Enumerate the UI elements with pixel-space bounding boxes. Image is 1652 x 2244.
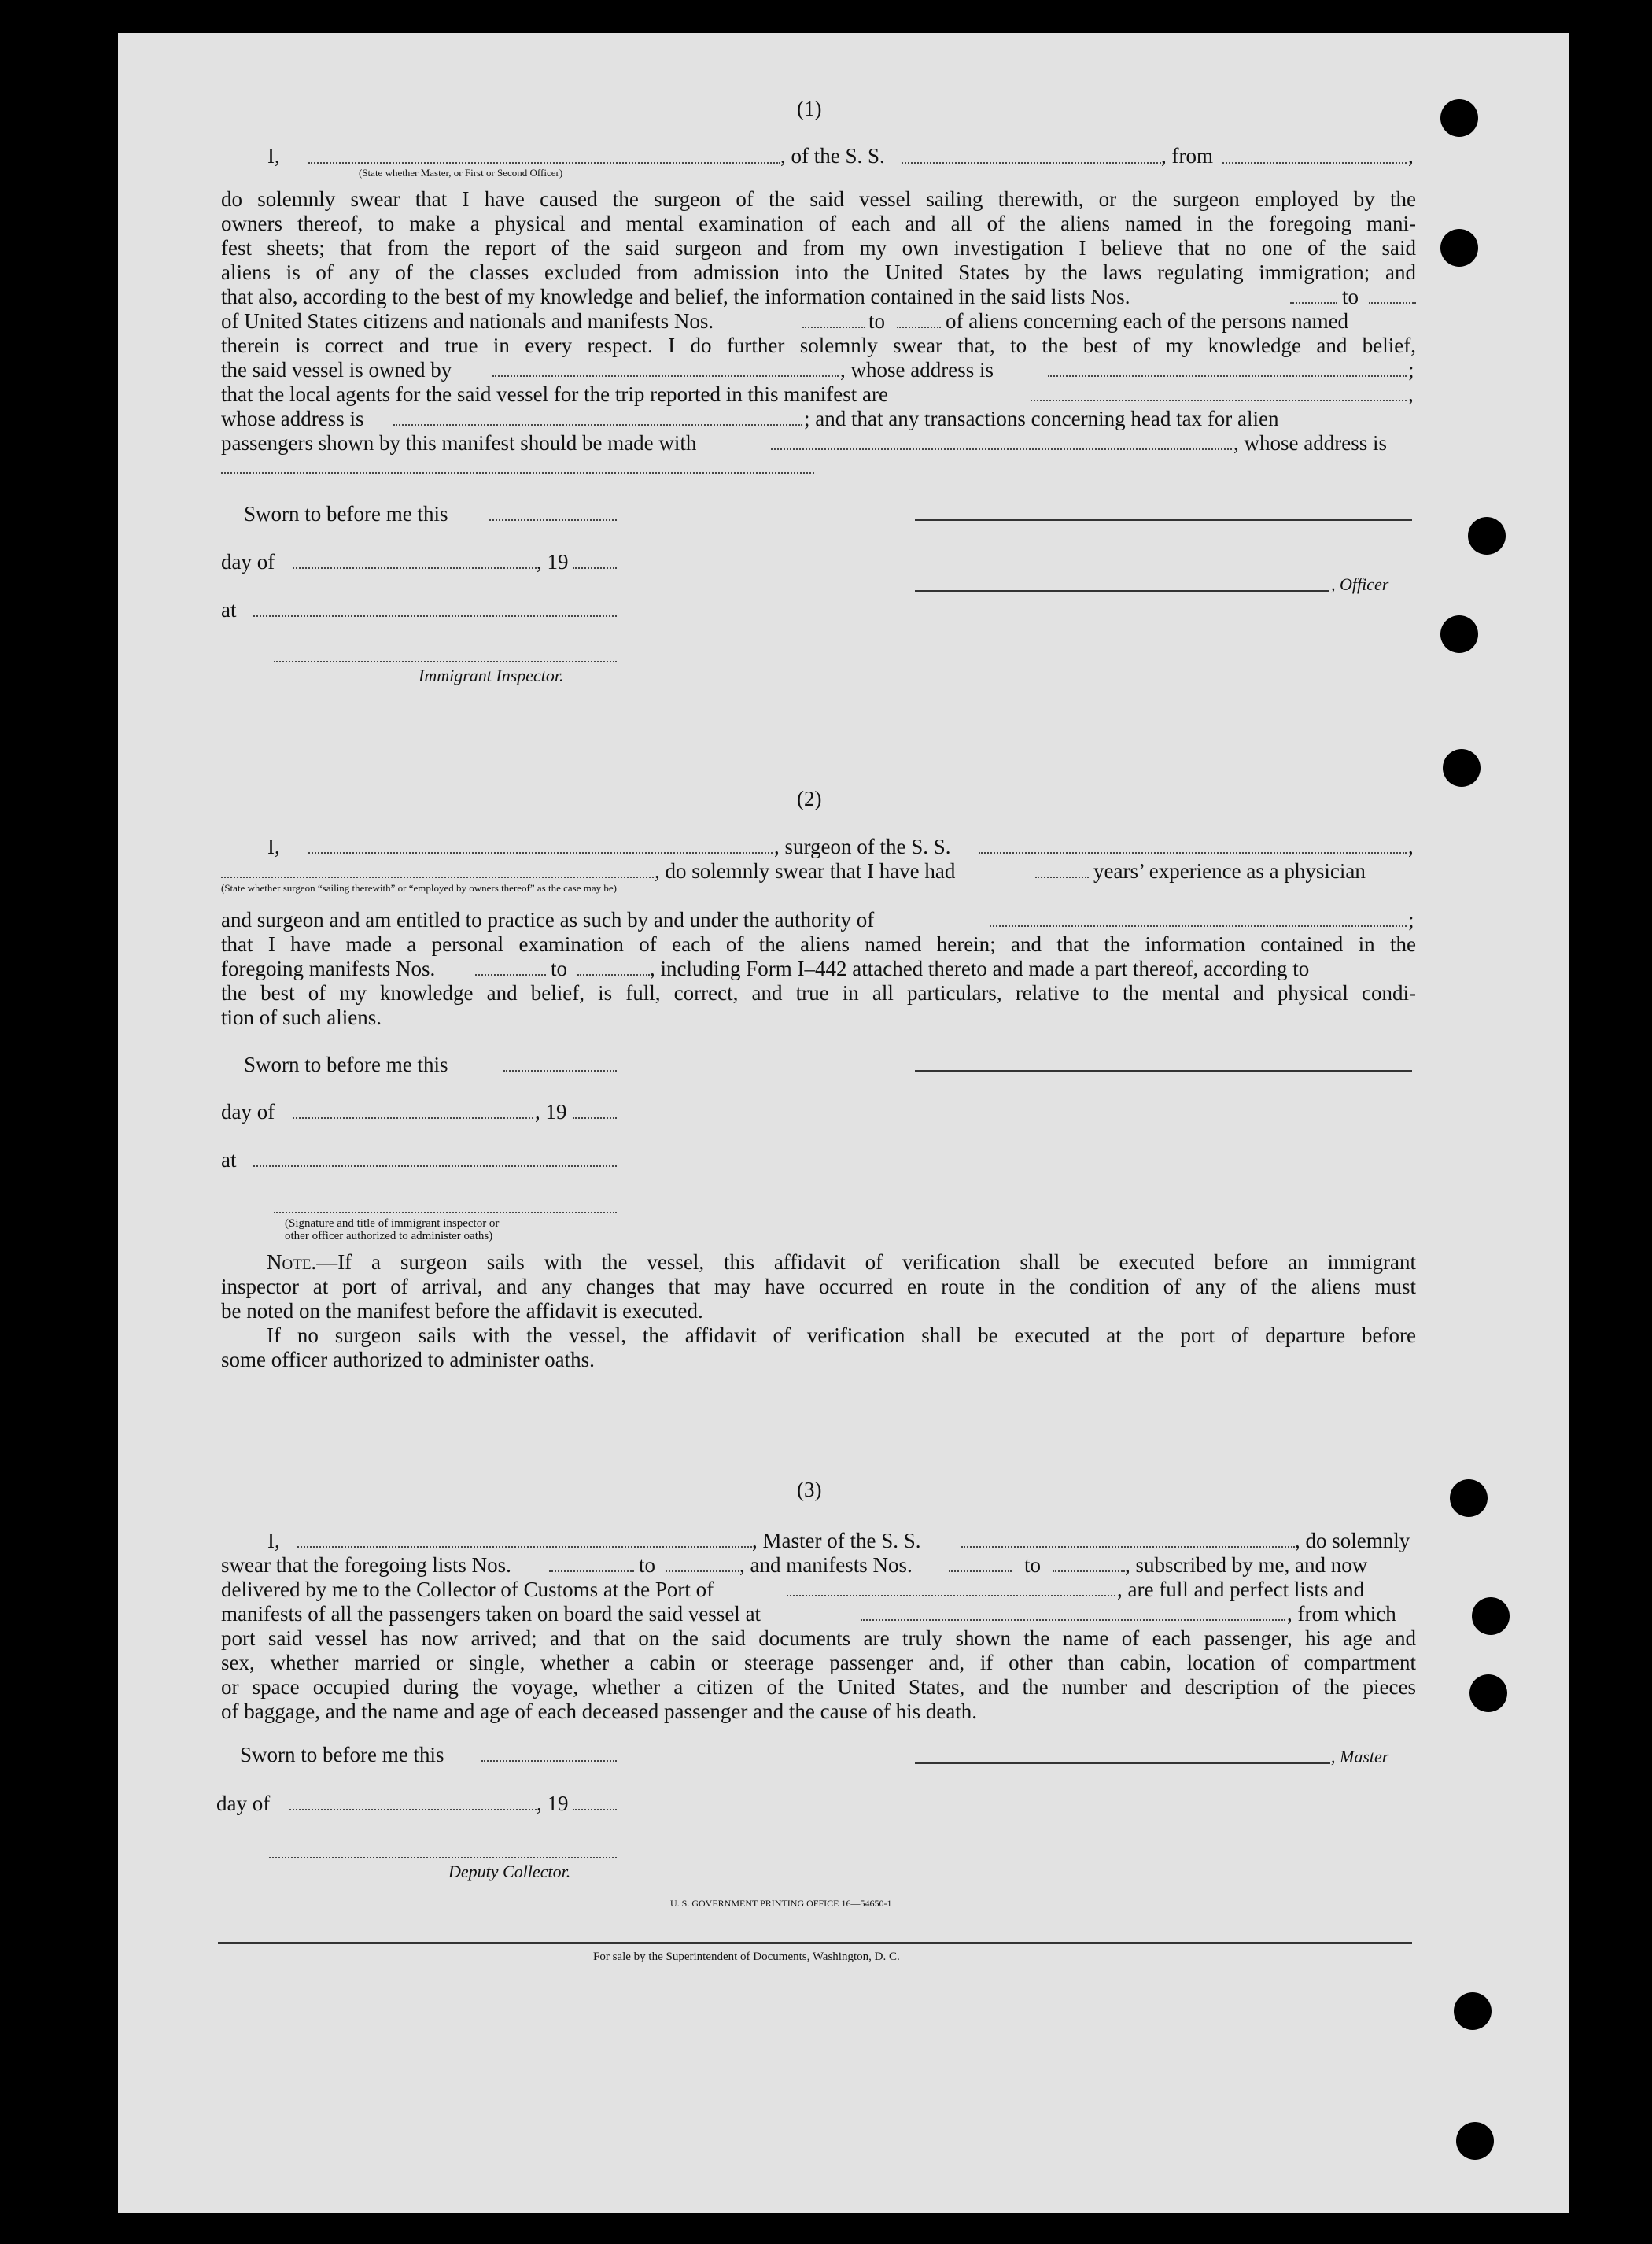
manifests-to-field[interactable] (1053, 1570, 1125, 1572)
local-agents-field[interactable] (1031, 400, 1407, 401)
signature-caption: (Signature and title of immigrant inspector or (285, 1217, 500, 1230)
signature-caption: other officer authorized to administer oaths) (285, 1230, 493, 1242)
text-line: the said vessel is owned by (221, 358, 452, 382)
owner-address-field[interactable] (1048, 375, 1407, 377)
footer-rule (218, 1942, 1412, 1944)
text-line: sex, whether married or single, whether a cabin or steerage passenger and, if other than cabin, location of compartment (221, 1651, 1416, 1674)
manifests-to-field[interactable] (897, 327, 941, 328)
year-label: , 19 (537, 1792, 569, 1815)
surgeon-signature-line[interactable] (915, 1070, 1412, 1072)
to-label: to (551, 957, 568, 980)
note-line: inspector at port of arrival, and any changes that may have occurred en route in the condition of any of the aliens must (221, 1275, 1416, 1298)
text-line: tion of such aliens. (221, 1006, 382, 1029)
text-line: whose address is (221, 407, 364, 430)
text-line: owners thereof, to make a physical and mental examination of each and all of the aliens named in the foregoing mani- (221, 212, 1416, 235)
text-line: , do solemnly swear that I have had (655, 859, 956, 883)
surgeon-caption: (State whether surgeon “sailing therewith” or “employed by owners thereof” as the case may be) (221, 882, 617, 894)
note-line: If no surgeon sails with the vessel, the affidavit of verification shall be executed at the port of departure before (267, 1323, 1416, 1347)
section-1-body-2 (221, 334, 1416, 358)
text-line: or space occupied during the voyage, whether a citizen of the United States, and the number and description of the pieces (221, 1675, 1416, 1699)
binder-hole (1440, 615, 1478, 653)
text-line: the best of my knowledge and belief, is full, correct, and true in all particulars, relative to the mental and physical condi- (221, 981, 1416, 1005)
declarant-name-field[interactable] (308, 162, 780, 164)
inspector-label: Immigrant Inspector. (419, 666, 564, 685)
text-line: , subscribed by me, and now (1125, 1553, 1368, 1577)
note-line: be noted on the manifest before the affidavit is executed. (221, 1299, 703, 1323)
section-3-body (221, 1626, 1416, 1724)
text-line: of United States citizens and nationals and manifests Nos. (221, 309, 714, 333)
year-field[interactable] (573, 1117, 617, 1119)
binder-hole (1440, 99, 1478, 137)
manifests-to-field[interactable] (577, 974, 650, 976)
from-port-field[interactable] (1222, 162, 1407, 164)
master-vessel-field[interactable] (961, 1546, 1295, 1548)
officer-signature-line[interactable] (915, 519, 1412, 521)
deputy-label: Deputy Collector. (448, 1862, 571, 1881)
month-field[interactable] (293, 1117, 533, 1119)
to-label: to (1024, 1553, 1042, 1577)
surgeon-name-field[interactable] (308, 852, 773, 854)
text-line: of aliens concerning each of the persons named (946, 309, 1349, 333)
sworn-label: Sworn to before me this (244, 1053, 448, 1076)
sworn-day-field[interactable] (481, 1760, 617, 1762)
semicolon: ; (1408, 908, 1414, 932)
lists-to-field[interactable] (666, 1570, 739, 1572)
at-place-field[interactable] (253, 615, 617, 617)
text-line: , from which (1287, 1602, 1396, 1626)
binder-hole (1440, 229, 1478, 267)
port-field[interactable] (787, 1595, 1115, 1596)
master-signature-line[interactable] (915, 1762, 1330, 1764)
text-line: port said vessel has now arrived; and that on the said documents are truly shown the name of each passenger, his age and (221, 1626, 1416, 1650)
binder-hole (1469, 1674, 1507, 1712)
text-line: foregoing manifests Nos. (221, 957, 436, 980)
sworn-day-field[interactable] (503, 1070, 617, 1072)
of-ss-label: , of the S. S. (780, 144, 885, 168)
year-field[interactable] (573, 567, 617, 569)
text-line: therein is correct and true in every respect. I do further solemnly swear that, to the best of my knowledge and belief, (221, 334, 1416, 357)
head-tax-contact-field[interactable] (771, 448, 1232, 450)
text-line: that also, according to the best of my knowledge and belief, the information contained in the said lists Nos. (221, 285, 1130, 308)
text-line: , do solemnly (1295, 1529, 1410, 1552)
lists-from-field[interactable] (549, 1570, 634, 1572)
text-line: , whose address is (1233, 431, 1387, 455)
text-line: , and manifests Nos. (739, 1553, 913, 1577)
manifests-from-field[interactable] (802, 327, 865, 328)
text-line: , are full and perfect lists and (1117, 1578, 1365, 1601)
boarding-port-field[interactable] (861, 1619, 1285, 1621)
semicolon: ; (1408, 358, 1414, 382)
text-line: swear that the foregoing lists Nos. (221, 1553, 511, 1577)
text-line: aliens is of any of the classes excluded from admission into the United States by the laws regulating immigration; and (221, 260, 1416, 284)
text-line: manifests of all the passengers taken on board the said vessel at (221, 1602, 761, 1626)
text-line: fest sheets; that from the report of the said surgeon and from my own investigation I believe that no one of the said (221, 236, 1416, 260)
declarant-label: I, (267, 144, 280, 168)
printing-office-imprint: U. S. GOVERNMENT PRINTING OFFICE 16—54650-1 (670, 1898, 892, 1909)
note-paragraph (221, 1250, 1416, 1372)
month-field[interactable] (293, 567, 537, 569)
year-field[interactable] (573, 1809, 617, 1810)
binder-hole (1456, 2122, 1494, 2160)
day-of-label: day of (221, 1100, 275, 1124)
text-line: years’ experience as a physician (1093, 859, 1366, 883)
note-line: some officer authorized to administer oaths. (221, 1348, 595, 1371)
vessel-name-field[interactable] (902, 162, 1161, 164)
declarant-caption: (State whether Master, or First or Second Officer) (359, 167, 563, 179)
manifests-from-field[interactable] (949, 1570, 1012, 1572)
officer-label: , Officer (1331, 574, 1389, 594)
day-of-label: day of (216, 1792, 271, 1815)
master-name-field[interactable] (297, 1546, 752, 1548)
text-line: delivered by me to the Collector of Customs at the Port of (221, 1578, 714, 1601)
note-text: —If a surgeon sails with the vessel, this affidavit of verification shall be executed before an immigrant (316, 1250, 1416, 1274)
agents-address-field[interactable] (393, 424, 802, 426)
lists-to-field[interactable] (1369, 302, 1416, 304)
month-field[interactable] (289, 1809, 537, 1810)
from-label: , from (1161, 144, 1213, 168)
comma: , (1408, 382, 1414, 406)
year-label: , 19 (535, 1100, 567, 1124)
text-line: , surgeon of the S. S. (774, 835, 951, 858)
comma: , (1408, 835, 1414, 858)
sworn-day-field[interactable] (489, 519, 617, 521)
text-line: , including Form I–442 attached thereto and made a part thereof, according to (650, 957, 1310, 980)
text-line: that I have made a personal examination of each of the aliens named herein; and that the information contained in the (221, 932, 1416, 956)
head-tax-address-field[interactable] (221, 472, 814, 474)
section-2-number: (2) (797, 787, 822, 810)
text-line: ; and that any transactions concerning head tax for alien (804, 407, 1279, 430)
surgeon-vessel-field[interactable] (979, 852, 1407, 854)
authority-field[interactable] (990, 925, 1407, 927)
note-line (221, 1250, 1416, 1275)
text-line: do solemnly swear that I have caused the surgeon of the said vessel sailing therewith, or the surgeon employed by the (221, 187, 1416, 211)
note-label: Note. (267, 1250, 317, 1274)
at-label: at (221, 598, 237, 622)
lists-from-field[interactable] (1290, 302, 1337, 304)
comma: , (1408, 144, 1414, 168)
binder-hole (1450, 1479, 1488, 1517)
text-line: , whose address is (840, 358, 994, 382)
to-label: to (868, 309, 886, 333)
binder-hole (1454, 1992, 1492, 2030)
day-of-label: day of (221, 550, 275, 574)
declarant-label: I, (267, 1529, 280, 1552)
inspector-signature-line[interactable] (274, 661, 617, 662)
master-label: , Master (1331, 1747, 1389, 1766)
binder-hole (1443, 749, 1481, 787)
text-line: , Master of the S. S. (752, 1529, 921, 1552)
year-label: , 19 (537, 550, 569, 574)
to-label: to (639, 1553, 656, 1577)
official-signature-line[interactable] (274, 1212, 617, 1213)
section-1-number: (1) (797, 97, 822, 120)
section-2-body (221, 932, 1416, 957)
text-line: of baggage, and the name and age of each deceased passenger and the cause of his death. (221, 1700, 978, 1723)
section-2-body-2 (221, 981, 1416, 1006)
at-label: at (221, 1148, 237, 1172)
to-label: to (1342, 285, 1359, 308)
manifests-from-field[interactable] (475, 974, 546, 976)
at-place-field[interactable] (253, 1165, 617, 1167)
text-line: and surgeon and am entitled to practice as such by and under the authority of (221, 908, 875, 932)
declarant-label: I, (267, 835, 280, 858)
section-1-body (221, 187, 1416, 285)
deputy-signature-line[interactable] (269, 1857, 617, 1858)
binder-hole (1468, 517, 1506, 555)
sale-notice: For sale by the Superintendent of Documents, Washington, D. C. (593, 1951, 900, 1963)
binder-hole (1472, 1597, 1510, 1635)
sworn-label: Sworn to before me this (240, 1743, 444, 1766)
owner-field[interactable] (492, 375, 839, 377)
years-experience-field[interactable] (1035, 877, 1089, 878)
surgeon-status-field[interactable] (221, 877, 654, 878)
text-line: passengers shown by this manifest should be made with (221, 431, 697, 455)
officer-title-line[interactable] (915, 590, 1329, 592)
section-3-number: (3) (797, 1478, 822, 1501)
text-line: that the local agents for the said vessel for the trip reported in this manifest are (221, 382, 888, 406)
sworn-label: Sworn to before me this (244, 502, 448, 526)
